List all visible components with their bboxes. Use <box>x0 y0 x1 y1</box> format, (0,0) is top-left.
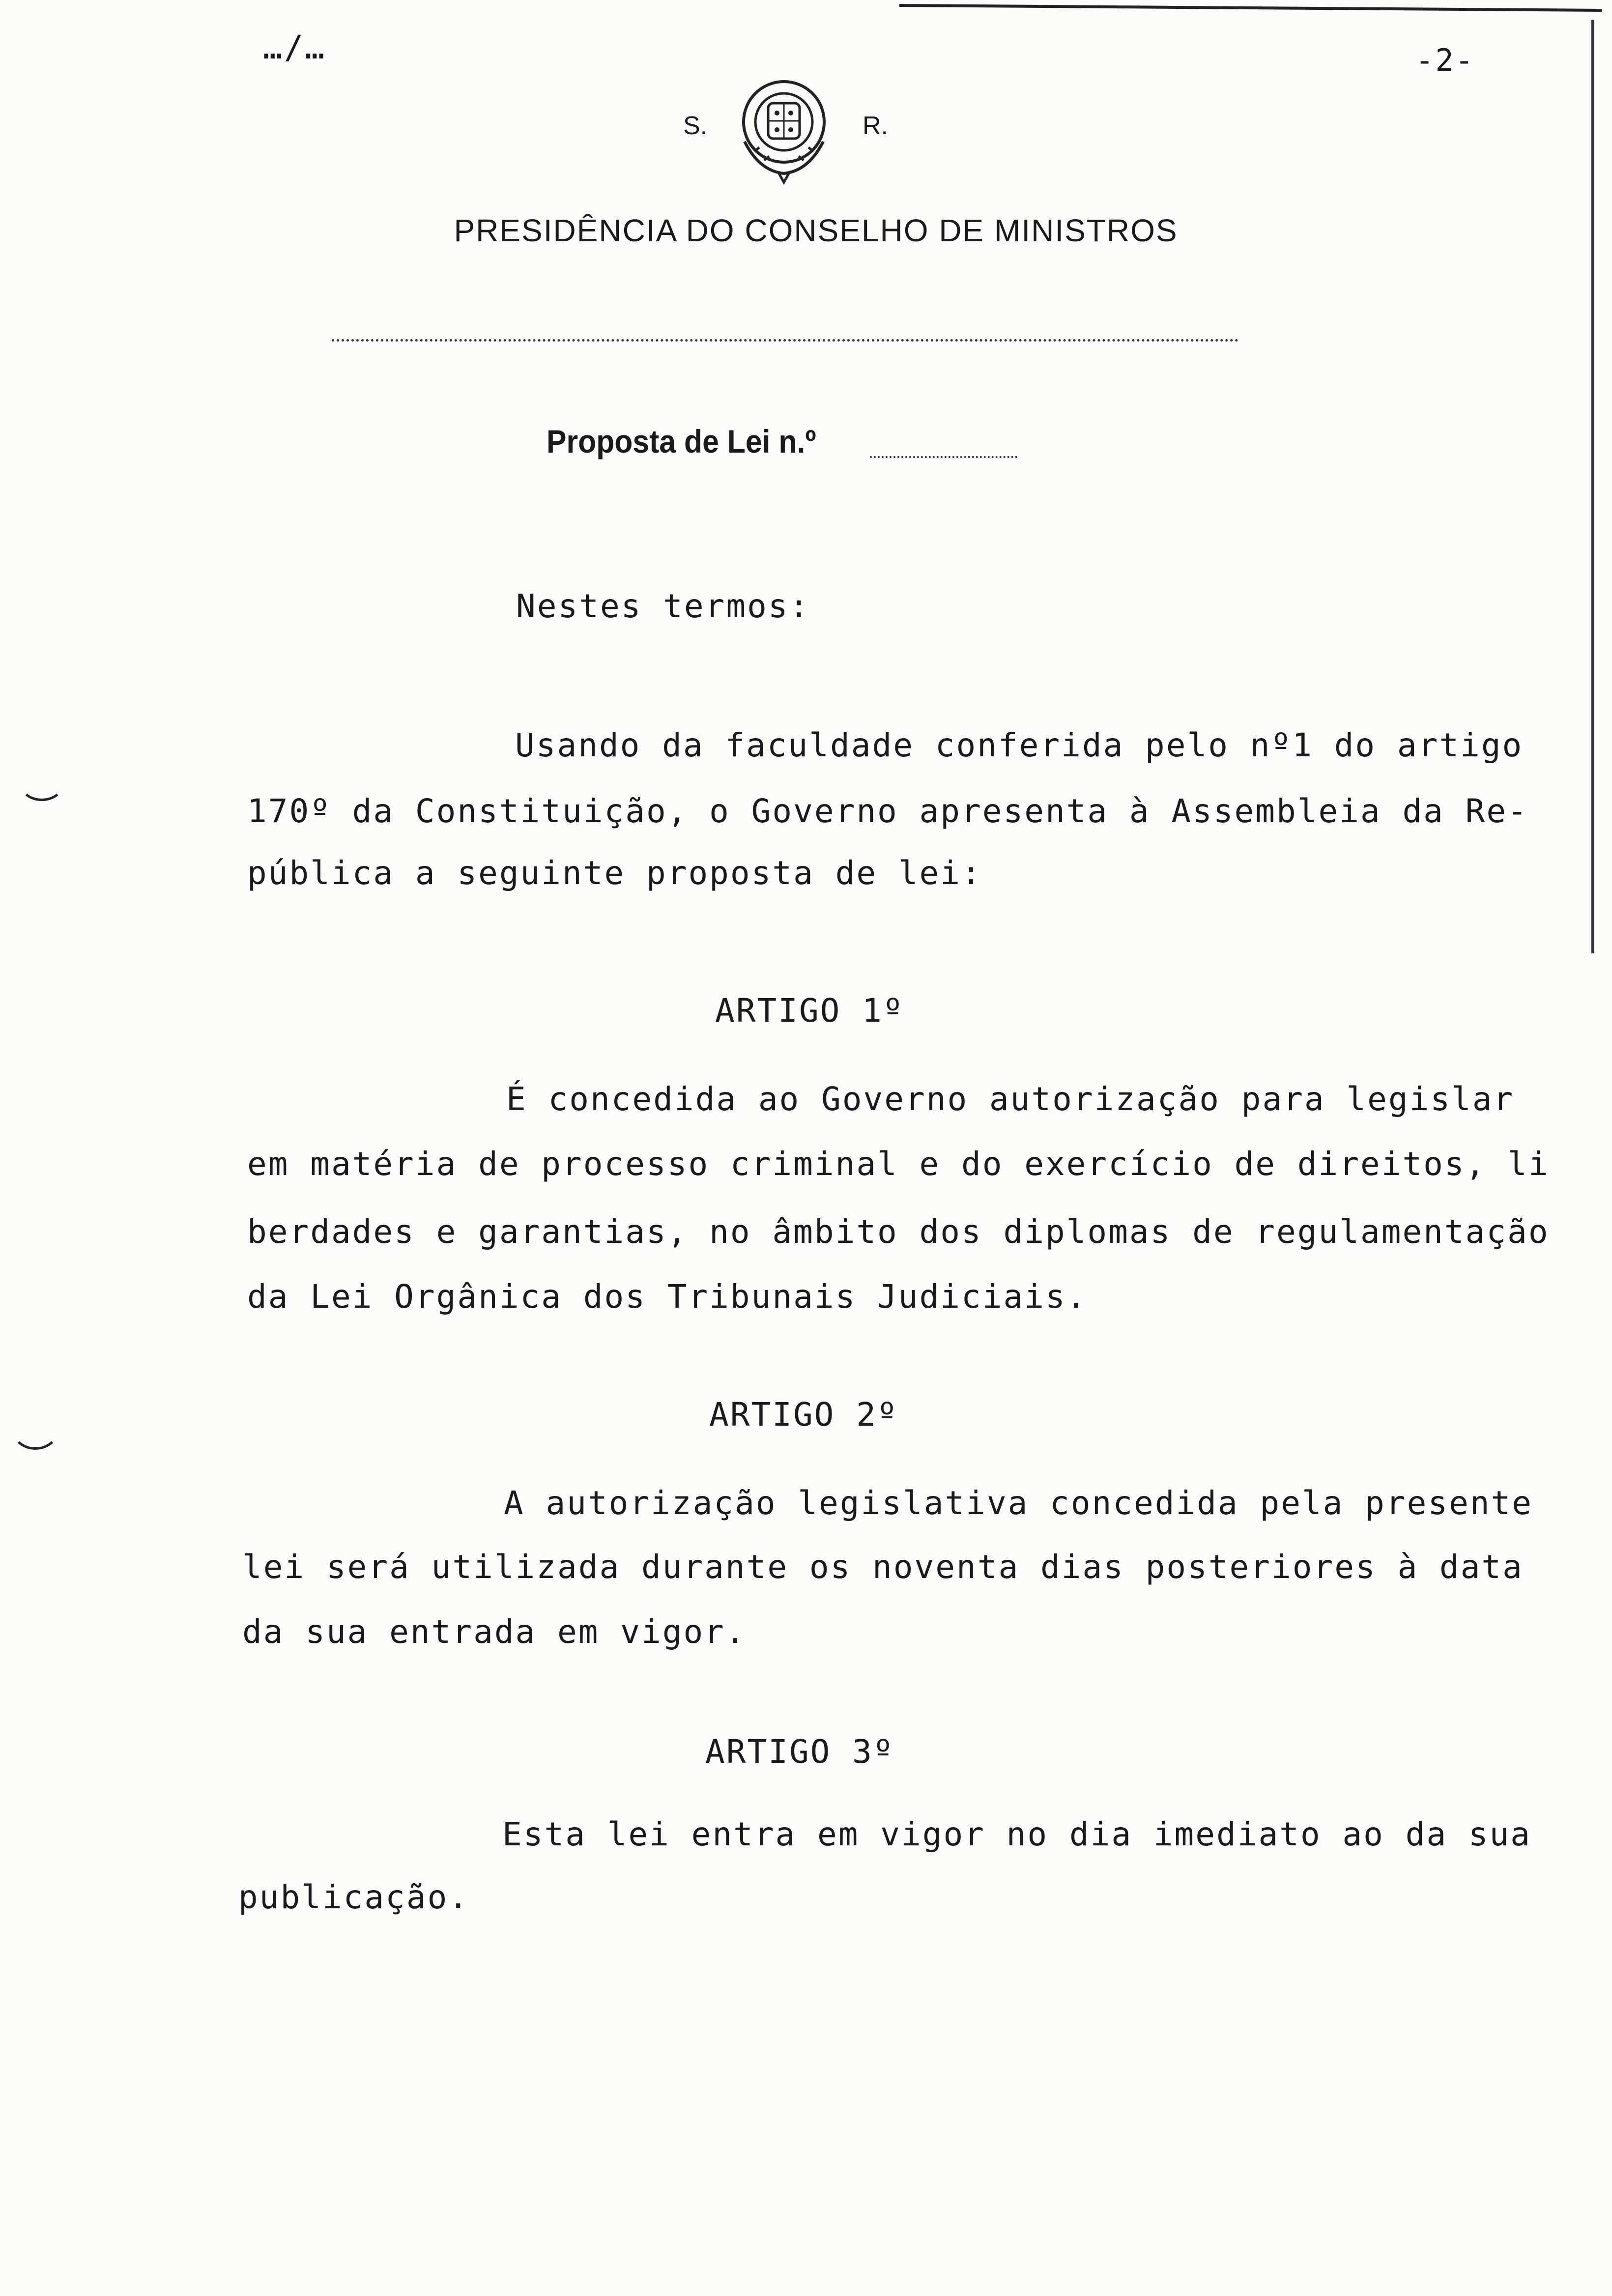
article-1-heading: ARTIGO 1º <box>715 992 904 1030</box>
article-1-line: berdades e garantias, no âmbito dos diplomas de regulamentação <box>247 1213 1550 1251</box>
article-2-line: lei será utilizada durante os noventa dias posteriores à data <box>242 1548 1524 1586</box>
dotted-separator <box>332 339 1238 342</box>
paragraph-line: Usando da faculdade conferida pelo nº1 do artigo <box>515 726 1524 764</box>
proposal-title: Proposta de Lei n.º <box>547 423 816 459</box>
continuation-mark: …/… <box>263 29 326 66</box>
seal-letter-s: S. <box>683 112 708 140</box>
article-1-line: É concedida ao Governo autorização para legislar <box>506 1080 1515 1118</box>
article-2-line: A autorização legislativa concedida pela presente <box>504 1484 1533 1522</box>
article-3-heading: ARTIGO 3º <box>705 1733 894 1771</box>
seal-letter-r: R. <box>863 112 888 140</box>
article-2-heading: ARTIGO 2º <box>709 1396 898 1434</box>
institution-heading: PRESIDÊNCIA DO CONSELHO DE MINISTROS <box>454 213 1178 248</box>
article-2-line: da sua entrada em vigor. <box>242 1613 747 1651</box>
scan-edge-top <box>899 4 1602 12</box>
scan-edge-right <box>1591 20 1594 953</box>
punch-hole-mark <box>11 1406 60 1450</box>
punch-hole-mark <box>20 767 64 801</box>
paragraph-line: 170º da Constituição, o Governo apresenta à Assembleia da Re- <box>247 792 1528 830</box>
coat-of-arms-seal-icon <box>730 73 838 186</box>
intro-text: Nestes termos: <box>516 587 810 625</box>
article-1-line: em matéria de processo criminal e do exercício de direitos, li <box>247 1145 1550 1183</box>
paragraph-line: pública a seguinte proposta de lei: <box>247 854 982 892</box>
article-1-line: da Lei Orgânica dos Tribunais Judiciais. <box>247 1278 1088 1316</box>
proposal-number-blank <box>870 456 1017 458</box>
article-3-line: Esta lei entra em vigor no dia imediato ao da sua <box>502 1815 1532 1853</box>
article-3-line: publicação. <box>238 1878 470 1916</box>
page-number: -2- <box>1415 42 1475 78</box>
